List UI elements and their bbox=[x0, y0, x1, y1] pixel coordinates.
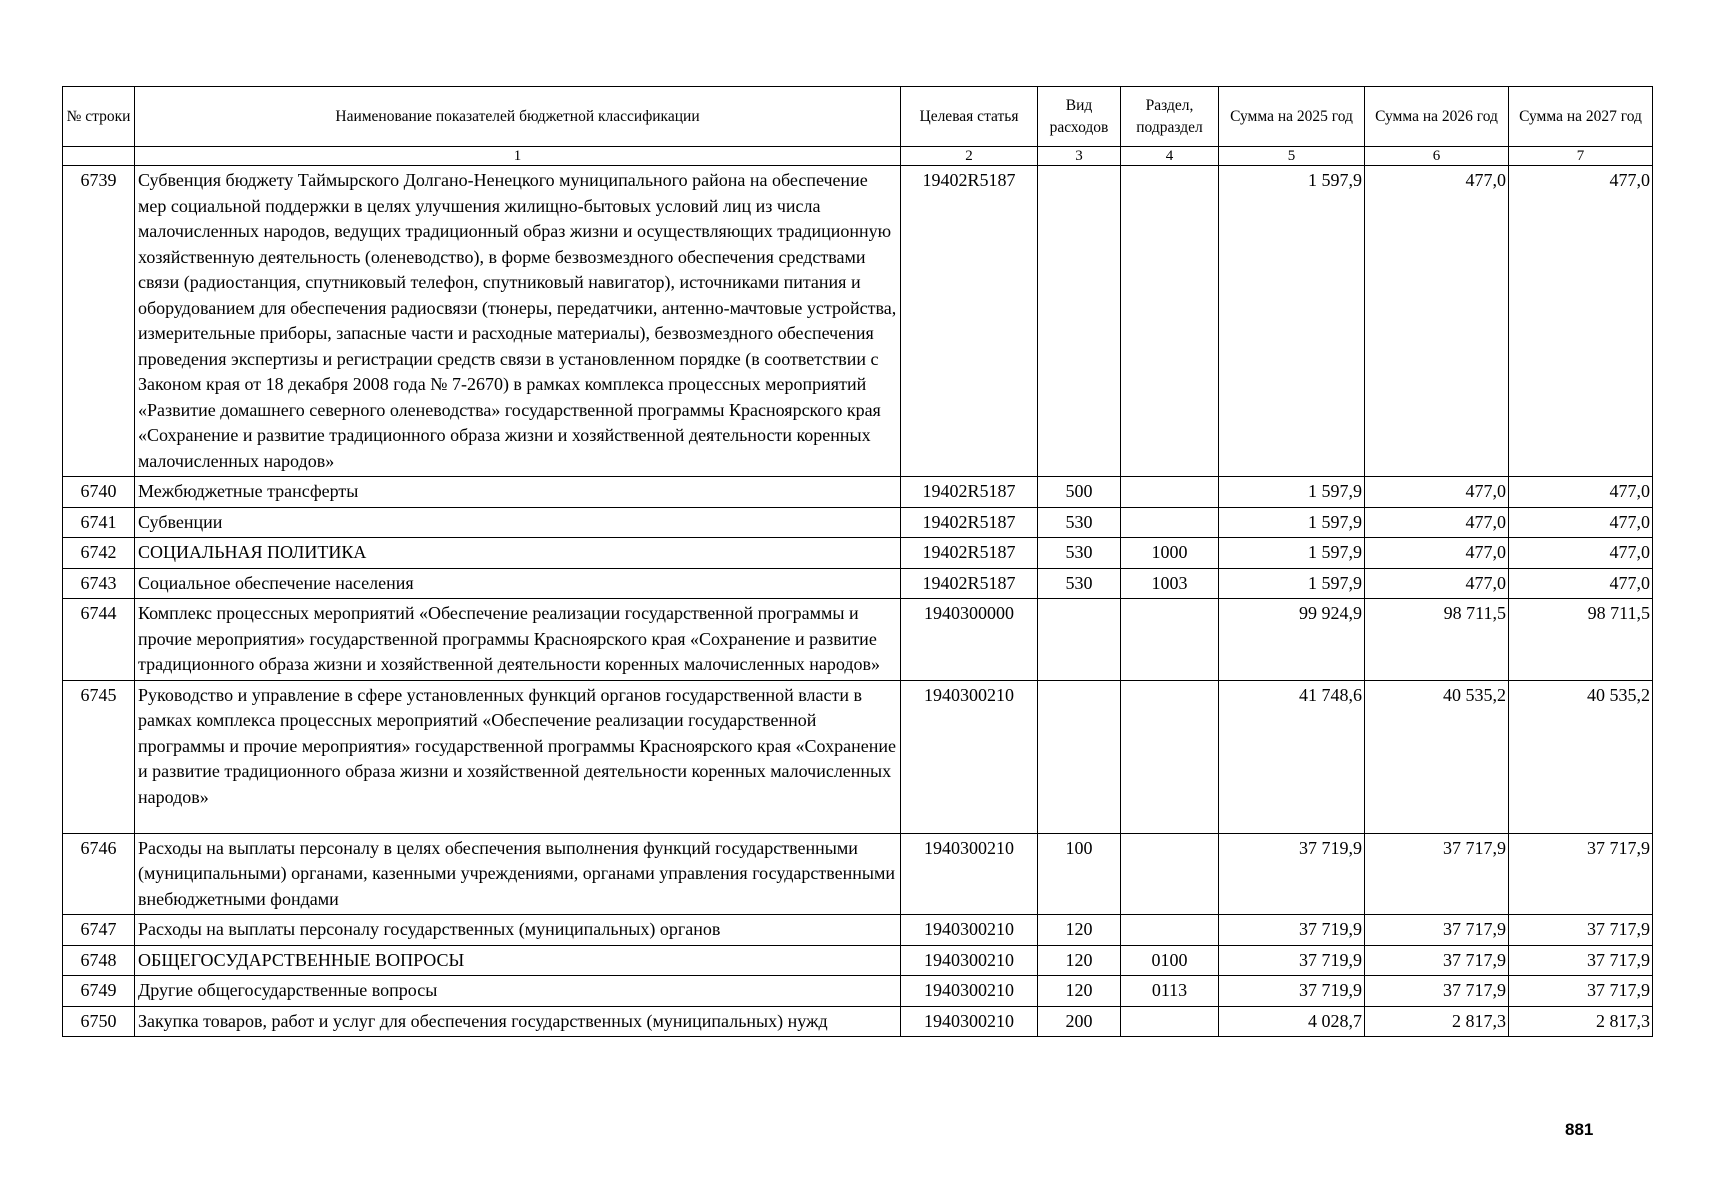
header-target: Целевая статья bbox=[901, 87, 1038, 147]
row-sum-2025: 4 028,7 bbox=[1219, 1006, 1365, 1037]
header-row-num: № строки bbox=[63, 87, 135, 147]
row-sum-2025: 37 719,9 bbox=[1219, 976, 1365, 1007]
column-number: 7 bbox=[1509, 147, 1653, 166]
row-section bbox=[1121, 833, 1219, 915]
row-sum-2027: 37 717,9 bbox=[1509, 915, 1653, 946]
row-number: 6747 bbox=[63, 915, 135, 946]
row-name: ОБЩЕГОСУДАРСТВЕННЫЕ ВОПРОСЫ bbox=[135, 945, 901, 976]
row-sum-2027: 477,0 bbox=[1509, 477, 1653, 508]
table-row bbox=[63, 915, 1653, 946]
row-number: 6742 bbox=[63, 538, 135, 569]
row-section bbox=[1121, 507, 1219, 538]
row-section: 1003 bbox=[1121, 568, 1219, 599]
table-row bbox=[63, 833, 1653, 915]
row-name: Расходы на выплаты персоналу государственных (муниципальных) органов bbox=[135, 915, 901, 946]
column-number: 1 bbox=[135, 147, 901, 166]
row-sum-2025: 1 597,9 bbox=[1219, 166, 1365, 477]
row-target: 19402R5187 bbox=[901, 507, 1038, 538]
row-section: 1000 bbox=[1121, 538, 1219, 569]
row-target: 1940300210 bbox=[901, 976, 1038, 1007]
row-sum-2026: 37 717,9 bbox=[1365, 976, 1509, 1007]
row-number: 6745 bbox=[63, 680, 135, 833]
header-expense-type: Вид расходов bbox=[1038, 87, 1121, 147]
table-row bbox=[63, 477, 1653, 508]
column-number: 3 bbox=[1038, 147, 1121, 166]
row-sum-2027: 37 717,9 bbox=[1509, 976, 1653, 1007]
row-target: 19402R5187 bbox=[901, 166, 1038, 477]
header-row bbox=[63, 87, 1653, 147]
row-target: 1940300210 bbox=[901, 945, 1038, 976]
row-expense bbox=[1038, 680, 1121, 833]
row-target: 19402R5187 bbox=[901, 538, 1038, 569]
row-sum-2026: 477,0 bbox=[1365, 477, 1509, 508]
column-number: 6 bbox=[1365, 147, 1509, 166]
row-sum-2026: 37 717,9 bbox=[1365, 945, 1509, 976]
row-target: 19402R5187 bbox=[901, 477, 1038, 508]
row-section: 0100 bbox=[1121, 945, 1219, 976]
table-row bbox=[63, 166, 1653, 477]
row-number: 6749 bbox=[63, 976, 135, 1007]
row-name: Руководство и управление в сфере установленных функций органов государственной власти в рамках комплекса процессных мероприятий «Обеспечение реализации государственной программы и прочие мероприятия» государственной программы Красноярского края «Сохранение и развитие традиционного образа жизни и хозяйственной деятельности коренных малочисленных народов» bbox=[135, 680, 901, 833]
row-name: Субвенции bbox=[135, 507, 901, 538]
row-section: 0113 bbox=[1121, 976, 1219, 1007]
row-target: 1940300210 bbox=[901, 833, 1038, 915]
table-row bbox=[63, 599, 1653, 681]
row-sum-2027: 477,0 bbox=[1509, 538, 1653, 569]
row-name: Межбюджетные трансферты bbox=[135, 477, 901, 508]
row-number: 6750 bbox=[63, 1006, 135, 1037]
row-number: 6746 bbox=[63, 833, 135, 915]
column-number-row bbox=[63, 147, 1653, 166]
row-section bbox=[1121, 915, 1219, 946]
row-sum-2026: 40 535,2 bbox=[1365, 680, 1509, 833]
row-sum-2025: 99 924,9 bbox=[1219, 599, 1365, 681]
row-sum-2025: 41 748,6 bbox=[1219, 680, 1365, 833]
table-row bbox=[63, 945, 1653, 976]
row-sum-2027: 2 817,3 bbox=[1509, 1006, 1653, 1037]
row-sum-2025: 1 597,9 bbox=[1219, 568, 1365, 599]
row-sum-2027: 477,0 bbox=[1509, 166, 1653, 477]
header-sum-2026: Сумма на 2026 год bbox=[1365, 87, 1509, 147]
header-sum-2027: Сумма на 2027 год bbox=[1509, 87, 1653, 147]
table-row bbox=[63, 976, 1653, 1007]
row-expense: 120 bbox=[1038, 945, 1121, 976]
row-name: Другие общегосударственные вопросы bbox=[135, 976, 901, 1007]
page-number: 881 bbox=[1565, 1120, 1594, 1139]
table-row bbox=[63, 538, 1653, 569]
row-sum-2027: 37 717,9 bbox=[1509, 945, 1653, 976]
row-expense: 530 bbox=[1038, 568, 1121, 599]
table-row bbox=[63, 507, 1653, 538]
table-row bbox=[63, 568, 1653, 599]
row-section bbox=[1121, 166, 1219, 477]
row-expense bbox=[1038, 599, 1121, 681]
column-number-blank bbox=[63, 147, 135, 166]
column-number: 4 bbox=[1121, 147, 1219, 166]
row-target: 1940300210 bbox=[901, 680, 1038, 833]
row-expense: 530 bbox=[1038, 507, 1121, 538]
row-target: 1940300210 bbox=[901, 1006, 1038, 1037]
row-sum-2026: 37 717,9 bbox=[1365, 915, 1509, 946]
row-number: 6741 bbox=[63, 507, 135, 538]
table-row bbox=[63, 1006, 1653, 1037]
row-sum-2026: 477,0 bbox=[1365, 568, 1509, 599]
column-number: 5 bbox=[1219, 147, 1365, 166]
header-name: Наименование показателей бюджетной классификации bbox=[135, 87, 901, 147]
row-sum-2027: 477,0 bbox=[1509, 507, 1653, 538]
row-sum-2025: 1 597,9 bbox=[1219, 507, 1365, 538]
row-number: 6740 bbox=[63, 477, 135, 508]
row-section bbox=[1121, 477, 1219, 508]
row-sum-2026: 98 711,5 bbox=[1365, 599, 1509, 681]
row-expense: 120 bbox=[1038, 915, 1121, 946]
row-expense: 500 bbox=[1038, 477, 1121, 508]
row-number: 6743 bbox=[63, 568, 135, 599]
row-sum-2027: 98 711,5 bbox=[1509, 599, 1653, 681]
row-target: 1940300000 bbox=[901, 599, 1038, 681]
row-section bbox=[1121, 680, 1219, 833]
row-sum-2025: 37 719,9 bbox=[1219, 945, 1365, 976]
row-sum-2027: 477,0 bbox=[1509, 568, 1653, 599]
row-name: Комплекс процессных мероприятий «Обеспечение реализации государственной программы и прочие мероприятия» государственной программы Красноярского края «Сохранение и развитие традиционного образа жизни и хозяйственной деятельности коренных малочисленных народов» bbox=[135, 599, 901, 681]
table-row bbox=[63, 680, 1653, 833]
row-name: СОЦИАЛЬНАЯ ПОЛИТИКА bbox=[135, 538, 901, 569]
row-sum-2025: 37 719,9 bbox=[1219, 833, 1365, 915]
row-expense: 100 bbox=[1038, 833, 1121, 915]
row-target: 1940300210 bbox=[901, 915, 1038, 946]
row-sum-2025: 37 719,9 bbox=[1219, 915, 1365, 946]
header-sum-2025: Сумма на 2025 год bbox=[1219, 87, 1365, 147]
row-sum-2025: 1 597,9 bbox=[1219, 477, 1365, 508]
row-target: 19402R5187 bbox=[901, 568, 1038, 599]
row-number: 6744 bbox=[63, 599, 135, 681]
row-section bbox=[1121, 1006, 1219, 1037]
budget-table bbox=[62, 86, 1653, 1037]
row-expense: 530 bbox=[1038, 538, 1121, 569]
row-sum-2026: 37 717,9 bbox=[1365, 833, 1509, 915]
row-name: Расходы на выплаты персоналу в целях обеспечения выполнения функций государственными (муниципальными) органами, казенными учреждениями, органами управления государственными внебюджетными фондами bbox=[135, 833, 901, 915]
header-section: Раздел, подраздел bbox=[1121, 87, 1219, 147]
row-expense: 200 bbox=[1038, 1006, 1121, 1037]
row-sum-2026: 477,0 bbox=[1365, 166, 1509, 477]
row-sum-2027: 37 717,9 bbox=[1509, 833, 1653, 915]
row-name: Социальное обеспечение населения bbox=[135, 568, 901, 599]
row-sum-2025: 1 597,9 bbox=[1219, 538, 1365, 569]
row-section bbox=[1121, 599, 1219, 681]
row-sum-2026: 477,0 bbox=[1365, 538, 1509, 569]
column-number: 2 bbox=[901, 147, 1038, 166]
row-name: Субвенция бюджету Таймырского Долгано-Ненецкого муниципального района на обеспечение мер социальной поддержки в целях улучшения жилищно-бытовых условий лиц из числа малочисленных народов, ведущих традиционный образ жизни и осуществляющих традиционную хозяйственную деятельность (оленеводство), в форме безвозмездного обеспечения средствами связи (радиостанция, спутниковый телефон, спутниковый навигатор), источниками питания и оборудованием для обеспечения радиосвязи (тюнеры, передатчики, антенно-мачтовые устройства, измерительные приборы, запасные части и расходные материалы), безвозмездного обеспечения проведения экспертизы и регистрации средств связи в установленном порядке (в соответствии с Законом края от 18 декабря 2008 года № 7-2670) в рамках комплекса процессных мероприятий «Развитие домашнего северного оленеводства» государственной программы Красноярского края «Сохранение и развитие традиционного образа жизни и хозяйственной деятельности коренных малочисленных народов» bbox=[135, 166, 901, 477]
row-sum-2026: 477,0 bbox=[1365, 507, 1509, 538]
row-name: Закупка товаров, работ и услуг для обеспечения государственных (муниципальных) нужд bbox=[135, 1006, 901, 1037]
row-expense bbox=[1038, 166, 1121, 477]
row-number: 6748 bbox=[63, 945, 135, 976]
row-number: 6739 bbox=[63, 166, 135, 477]
row-sum-2026: 2 817,3 bbox=[1365, 1006, 1509, 1037]
row-expense: 120 bbox=[1038, 976, 1121, 1007]
row-sum-2027: 40 535,2 bbox=[1509, 680, 1653, 833]
